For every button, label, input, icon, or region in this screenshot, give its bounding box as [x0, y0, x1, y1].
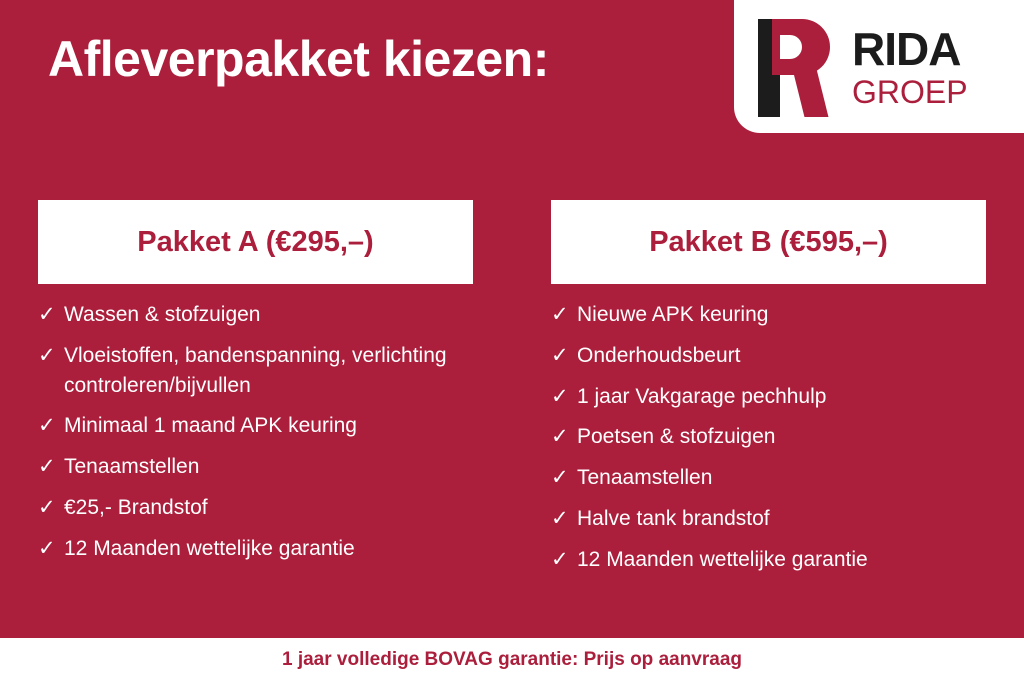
check-icon: ✓ [38, 536, 56, 560]
check-icon: ✓ [38, 455, 56, 479]
package-card-a [38, 200, 473, 591]
package-card-b [551, 200, 986, 591]
footer-banner [0, 638, 1024, 682]
list-item [38, 300, 473, 330]
list-item [551, 341, 986, 371]
check-icon: ✓ [551, 425, 569, 449]
check-icon: ✓ [38, 496, 56, 520]
feature-text: 12 Maanden wettelijke garantie [64, 536, 355, 560]
check-icon: ✓ [38, 414, 56, 438]
check-icon: ✓ [38, 343, 56, 367]
check-icon: ✓ [551, 507, 569, 531]
page-title: Afleverpakket kiezen: [48, 31, 549, 87]
packages-container [0, 200, 1024, 591]
list-item [551, 422, 986, 452]
feature-text: Onderhoudsbeurt [577, 343, 741, 367]
list-item [551, 382, 986, 412]
list-item [551, 545, 986, 575]
feature-text: 12 Maanden wettelijke garantie [577, 547, 868, 571]
footer-text: 1 jaar volledige BOVAG garantie: Prijs op aanvraag [281, 649, 743, 670]
rida-logo-icon [752, 15, 844, 119]
logo-subtitle: GROEP [852, 73, 968, 110]
package-a-feature-list [38, 300, 473, 564]
feature-text: 1 jaar Vakgarage pechhulp [577, 384, 827, 408]
feature-text: Minimaal 1 maand APK keuring [64, 414, 357, 438]
list-item [38, 411, 473, 441]
brand-logo [734, 0, 1024, 133]
check-icon: ✓ [551, 303, 569, 326]
feature-text: Wassen & stofzuigen [64, 303, 261, 326]
feature-text: Halve tank brandstof [577, 507, 770, 531]
list-item [38, 534, 473, 564]
list-item [38, 493, 473, 523]
list-item [551, 300, 986, 330]
package-a-title: Pakket A (€295,–) [38, 200, 473, 284]
feature-text: Poetsen & stofzuigen [577, 425, 776, 449]
feature-text: €25,- Brandstof [64, 496, 208, 520]
feature-text: Tenaamstellen [64, 455, 200, 479]
logo-name: RIDA [852, 22, 961, 75]
check-icon: ✓ [551, 466, 569, 490]
check-icon: ✓ [551, 384, 569, 408]
list-item [38, 341, 473, 401]
feature-text: Nieuwe APK keuring [577, 303, 769, 326]
list-item [551, 463, 986, 493]
check-icon: ✓ [551, 343, 569, 367]
feature-text: Tenaamstellen [577, 466, 713, 490]
logo-wordmark [852, 22, 968, 110]
package-b-title: Pakket B (€595,–) [551, 200, 986, 284]
feature-text: Vloeistoffen, bandenspanning, verlichting controleren/bijvullen [64, 343, 447, 397]
package-b-feature-list [551, 300, 986, 575]
list-item [38, 452, 473, 482]
list-item [551, 504, 986, 534]
check-icon: ✓ [551, 547, 569, 571]
check-icon: ✓ [38, 303, 56, 326]
